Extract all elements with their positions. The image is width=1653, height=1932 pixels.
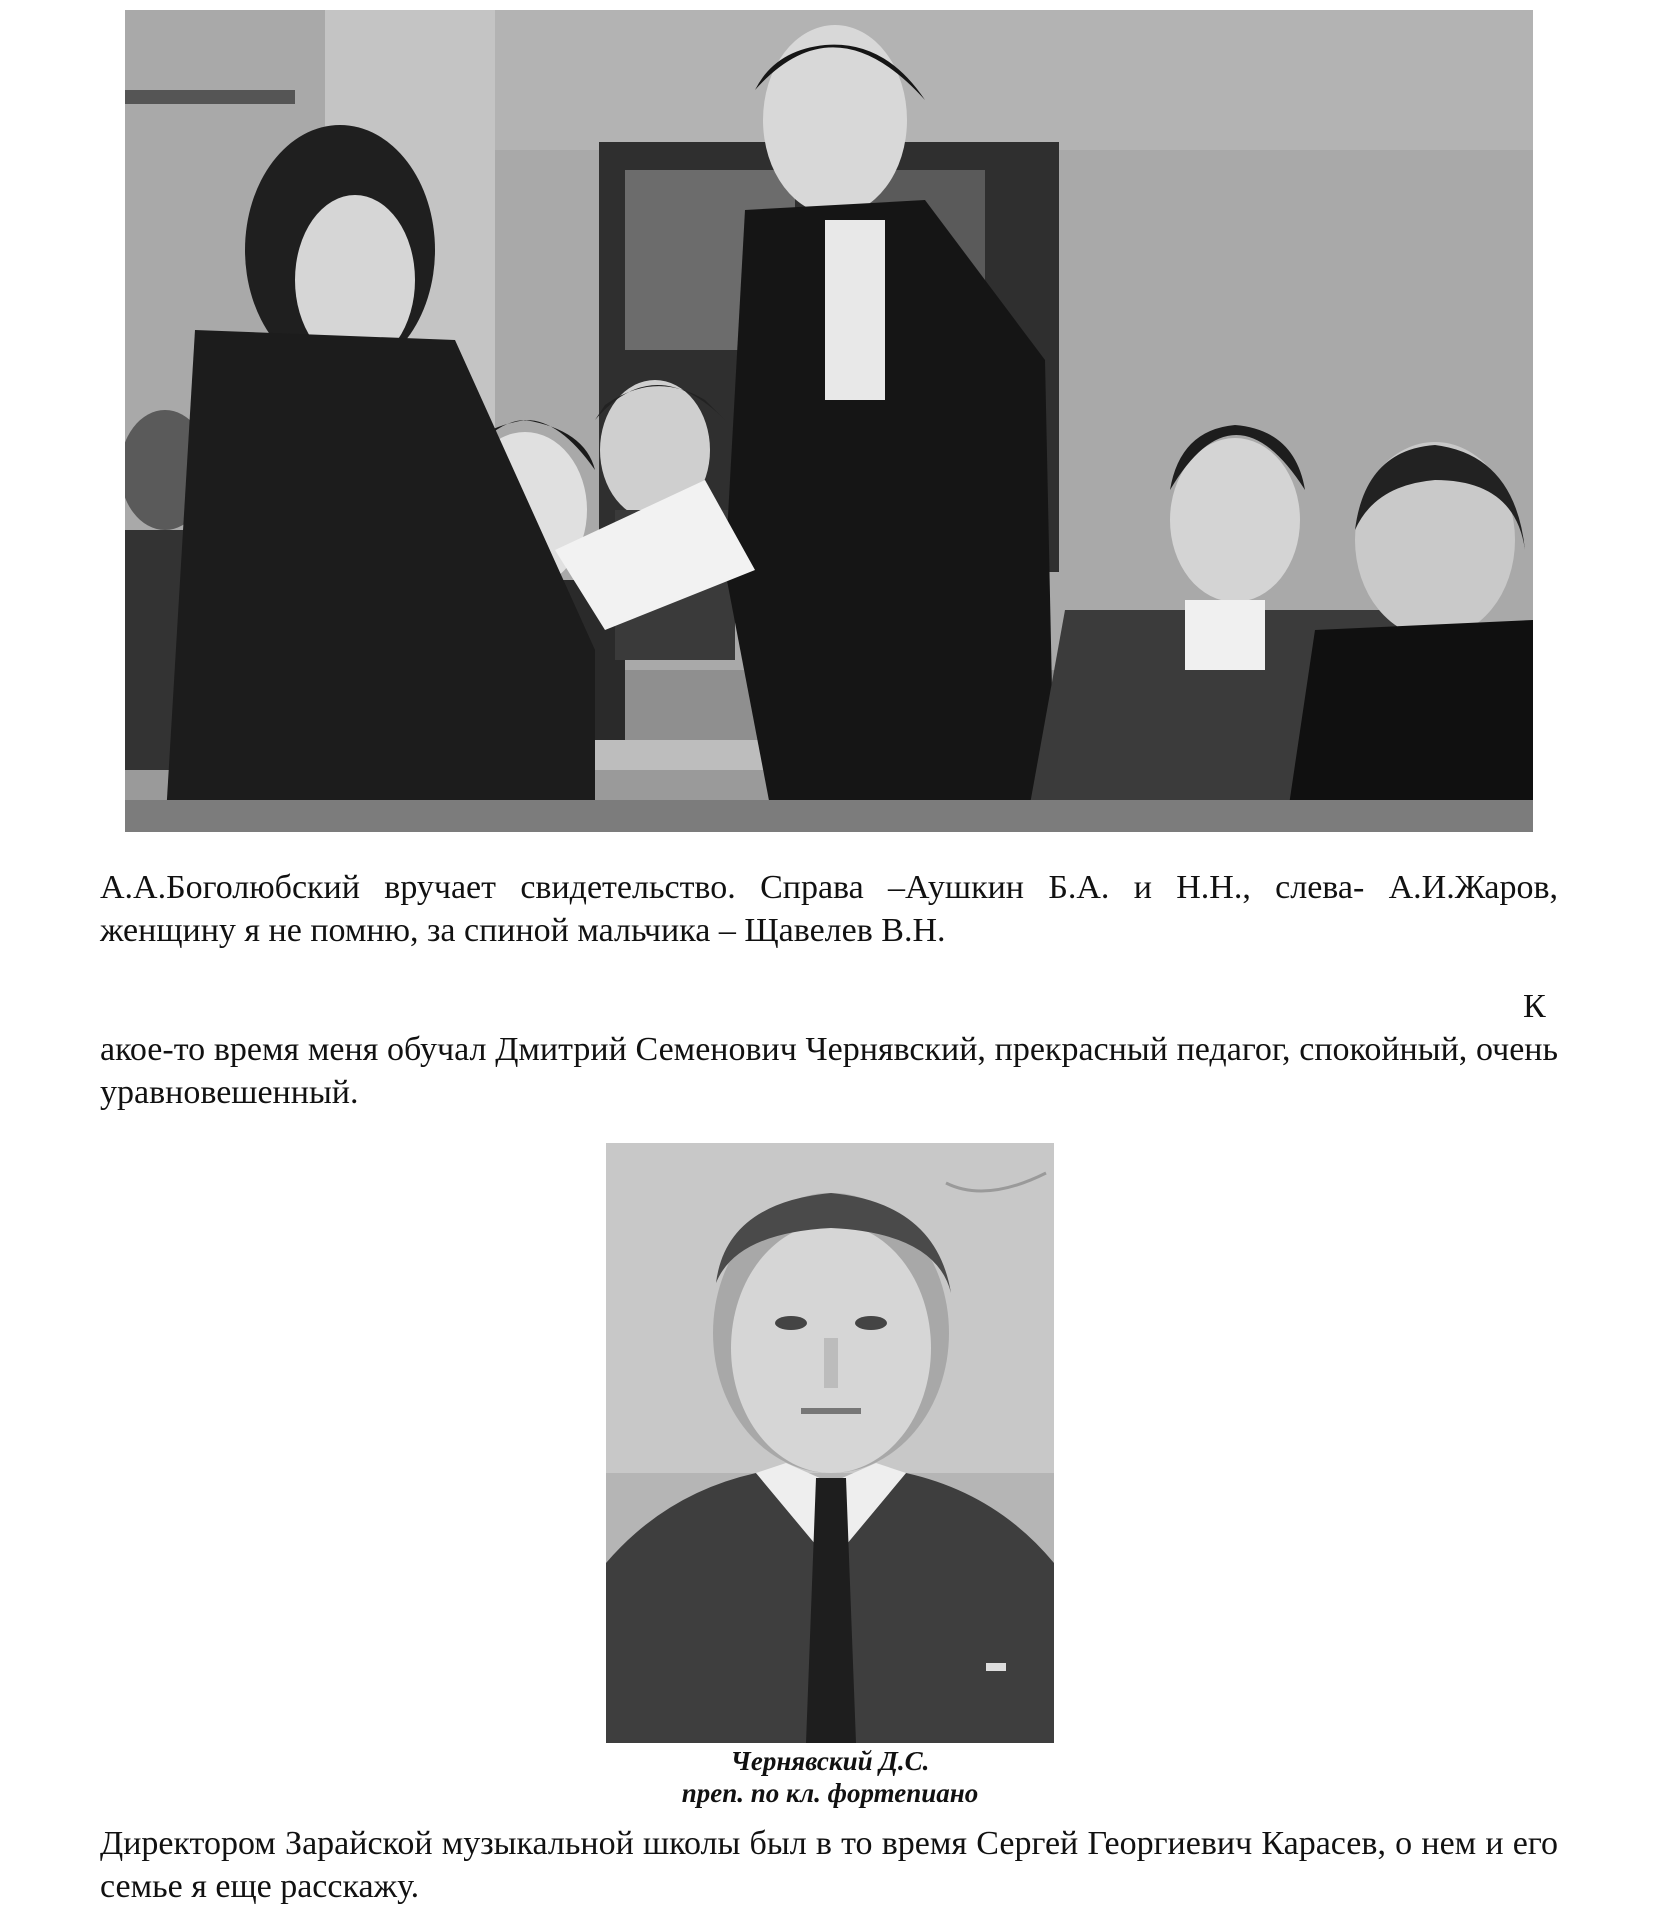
portrait-photo	[606, 1143, 1054, 1743]
paragraph-teacher: акое-то время меня обучал Дмитрий Семенович Чернявский, прекрасный педагог, спокойный, очень уравновешенный.	[100, 1031, 1558, 1111]
paragraph-initial-letter: К	[1523, 988, 1546, 1025]
group-photo-caption: А.А.Боголюбский вручает свидетельство. Справа –Аушкин Б.А. и Н.Н., слева- А.И.Жаров, женщину я не помню, за спиной мальчика – Щавелев В.Н.	[100, 869, 1558, 949]
paragraph-director: Директором Зарайской музыкальной школы был в то время Сергей Георгиевич Карасев, о нем и его семье я еще расскажу.	[100, 1825, 1558, 1905]
portrait-caption-name: Чернявский Д.С.	[730, 1746, 930, 1776]
group-photo	[125, 10, 1533, 832]
portrait-photo-image	[606, 1143, 1054, 1743]
group-photo-image	[125, 10, 1533, 832]
portrait-caption-role: преп. по кл. фортепиано	[681, 1778, 979, 1808]
